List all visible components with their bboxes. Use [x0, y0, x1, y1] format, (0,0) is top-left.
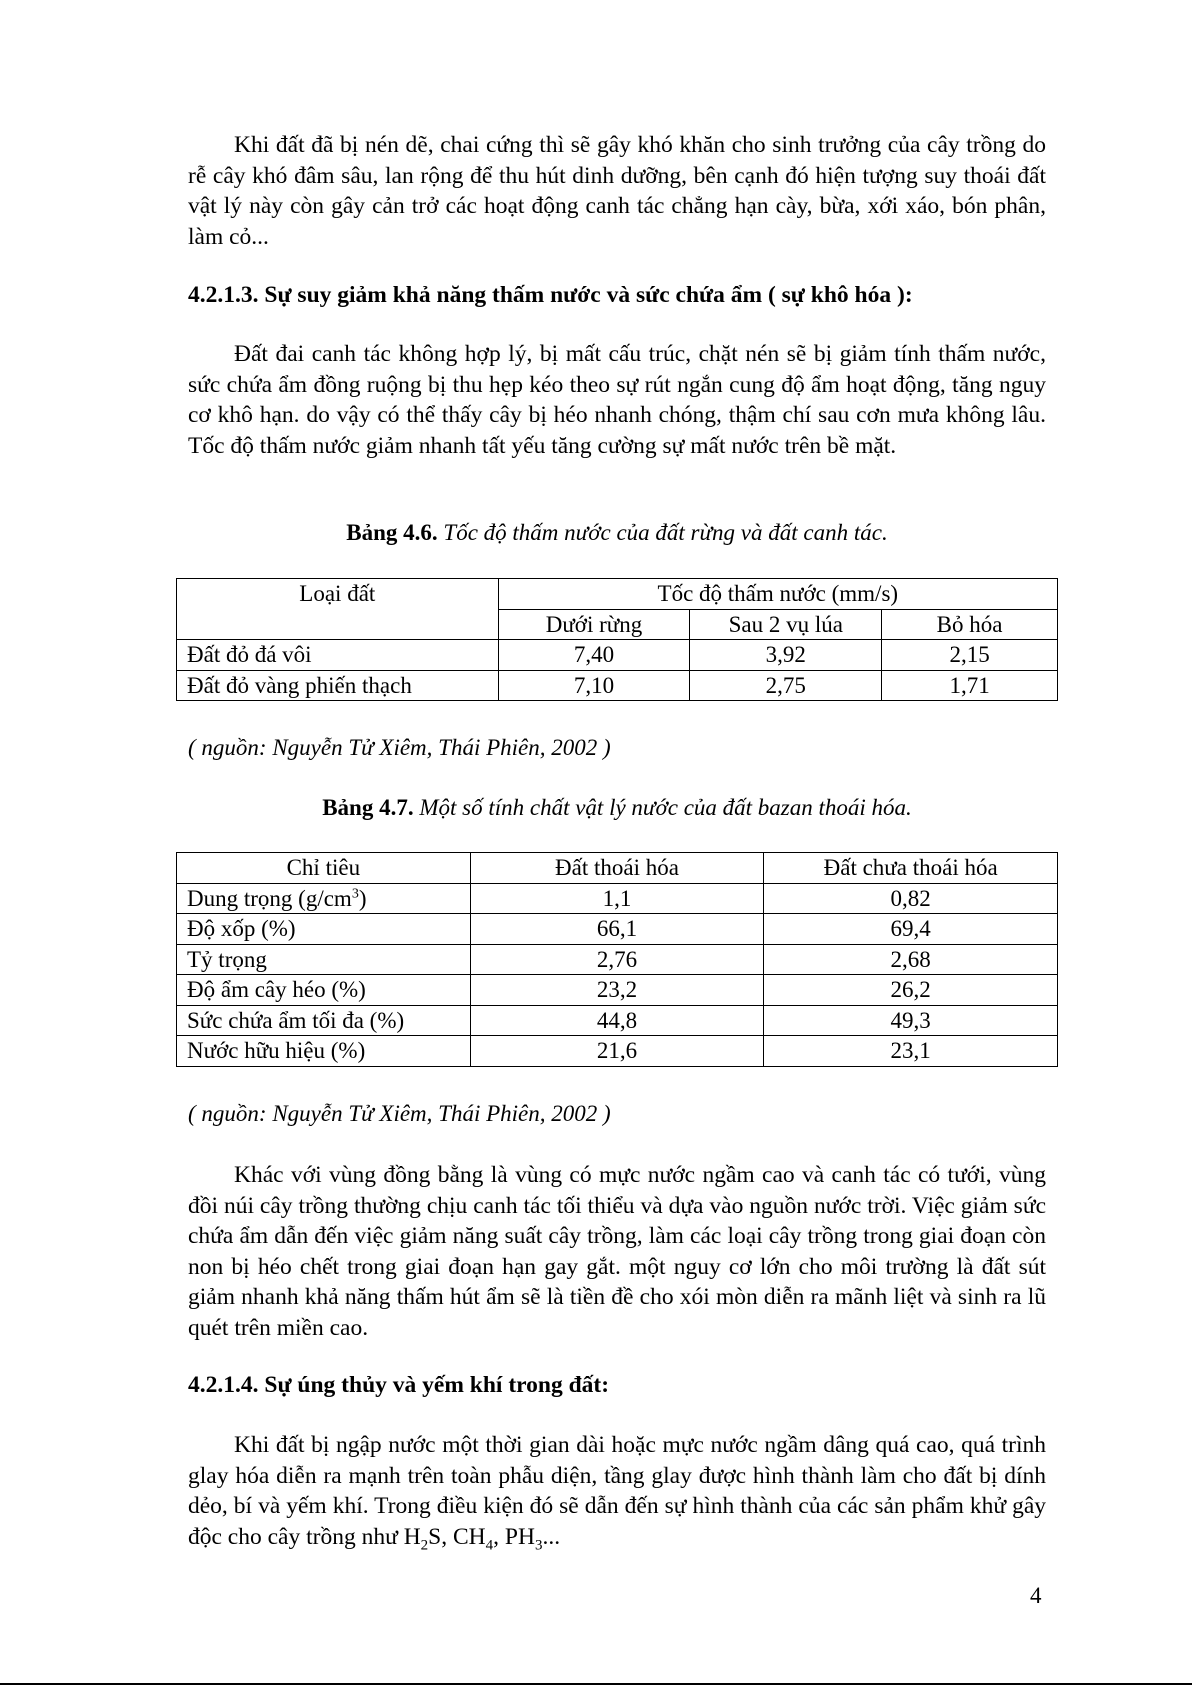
cell: 69,4 [764, 914, 1058, 945]
header: Đất thoái hóa [470, 853, 764, 884]
table-row [177, 1005, 1058, 1036]
heading-4-2-1-4: 4.2.1.4. Sự úng thủy và yếm khí trong đất: [188, 1372, 610, 1398]
formula-text: , PH [493, 1523, 535, 1550]
table-caption-4-6 [188, 518, 1046, 548]
subheader: Sau 2 vụ lúa [690, 609, 882, 640]
cell: 7,40 [498, 640, 690, 671]
table-row [177, 914, 1058, 945]
row-label-text: Dung trọng (g/cm [187, 885, 352, 911]
cell: 7,10 [498, 670, 690, 701]
row-label: Sức chứa ẩm tối đa (%) [177, 1005, 471, 1036]
formula-text: ... [542, 1523, 561, 1550]
row-label: Độ ẩm cây héo (%) [177, 975, 471, 1006]
paragraph-3: Khác với vùng đồng bằng là vùng có mực nước ngầm cao và canh tác có tưới, vùng đồi núi cây trồng thường chịu canh tác tối thiểu và dựa vào nguồn nước trời. Việc giảm sức chứa ẩm dẫn đến việc giảm năng suất cây trồng, làm các loại cây trồng trong giai đoạn còn non bị héo chết trong giai đoạn hạn gay gắt. một nguy cơ lớn cho môi trường là đất sút giảm nhanh khả năng thấm hút ẩm sẽ là tiền đề cho xói mòn diễn ra mãnh liệt và sinh ra lũ quét trên miền cao. [188, 1162, 1046, 1341]
header-loai-dat: Loại đất [177, 579, 499, 640]
table-row [177, 640, 1058, 671]
header: Đất chưa thoái hóa [764, 853, 1058, 884]
caption-label: Bảng 4.7. [322, 795, 414, 820]
table-caption-4-7 [188, 793, 1046, 823]
cell: 0,82 [764, 883, 1058, 914]
row-label: Tỷ trọng [177, 944, 471, 975]
caption-label: Bảng 4.6. [346, 520, 438, 545]
cell: 23,1 [764, 1036, 1058, 1067]
superscript: 3 [351, 885, 359, 901]
table-header-row [177, 853, 1058, 884]
cell: 3,92 [690, 640, 882, 671]
subscript: 3 [534, 1537, 543, 1554]
row-label: Nước hữu hiệu (%) [177, 1036, 471, 1067]
subheader: Dưới rừng [498, 609, 690, 640]
subheader: Bỏ hóa [882, 609, 1058, 640]
table-row [177, 944, 1058, 975]
heading-4-2-1-3: 4.2.1.3. Sự suy giảm khả năng thấm nước và sức chứa ẩm ( sự khô hóa ): [188, 282, 913, 308]
table-4-7-source: ( nguồn: Nguyễn Tử Xiêm, Thái Phiên, 2002 ) [188, 1101, 611, 1126]
paragraph-4-text: Khi đất bị ngập nước một thời gian dài hoặc mực nước ngầm dâng quá cao, quá trình glay hóa diễn ra mạnh trên toàn phẫu diện, tầng glay được hình thành làm cho đất bị dính dẻo, bí và yếm khí. Trong điều kiện đó sẽ dẫn đến sự hình thành của các sản phẩm khử gây độc cho cây trồng như H [188, 1432, 1046, 1550]
caption-text: Một số tính chất vật lý nước của đất bazan thoái hóa. [419, 795, 912, 820]
table-row [177, 670, 1058, 701]
table-row [177, 883, 1058, 914]
cell: 1,71 [882, 670, 1058, 701]
table-4-6-source: ( nguồn: Nguyễn Tử Xiêm, Thái Phiên, 2002 ) [188, 735, 611, 760]
header-toc-do: Tốc độ thấm nước (mm/s) [498, 579, 1057, 610]
paragraph-4 [188, 1430, 1046, 1552]
cell: 44,8 [470, 1005, 764, 1036]
row-label [177, 883, 471, 914]
cell: 2,75 [690, 670, 882, 701]
cell: 21,6 [470, 1036, 764, 1067]
paragraph-1: Khi đất đã bị nén dẽ, chai cứng thì sẽ gây khó khăn cho sinh trưởng của cây trồng do rễ cây khó đâm sâu, lan rộng để thu hút dinh dưỡng, bên cạnh đó hiện tượng suy thoái đất vật lý này còn gây cản trở các hoạt động canh tác chẳng hạn cày, bừa, xới xáo, bón phân, làm cỏ... [188, 132, 1046, 250]
cell: 49,3 [764, 1005, 1058, 1036]
table-4-6 [176, 578, 1058, 701]
cell: 2,15 [882, 640, 1058, 671]
table-4-7 [176, 852, 1058, 1067]
page-number: 4 [1030, 1583, 1042, 1608]
row-label-close: ) [358, 885, 367, 911]
cell: 2,76 [470, 944, 764, 975]
row-label: Đất đỏ đá vôi [177, 640, 499, 671]
subscript: 2 [420, 1537, 429, 1554]
caption-text: Tốc độ thấm nước của đất rừng và đất canh tác. [443, 520, 888, 545]
cell: 23,2 [470, 975, 764, 1006]
cell: 2,68 [764, 944, 1058, 975]
cell: 66,1 [470, 914, 764, 945]
formula-text: S, CH [428, 1523, 486, 1550]
table-row [177, 975, 1058, 1006]
subscript: 4 [485, 1537, 494, 1554]
row-label: Đất đỏ vàng phiến thạch [177, 670, 499, 701]
table-row [177, 1036, 1058, 1067]
cell: 1,1 [470, 883, 764, 914]
paragraph-2: Đất đai canh tác không hợp lý, bị mất cấu trúc, chặt nén sẽ bị giảm tính thấm nước, sức chứa ẩm đồng ruộng bị thu hẹp kéo theo sự rút ngắn cung độ ẩm hoạt động, tăng nguy cơ khô hạn. do vậy có thể thấy cây bị héo nhanh chóng, thậm chí sau cơn mưa không lâu. Tốc độ thấm nước giảm nhanh tất yếu tăng cường sự mất nước trên bề mặt. [188, 341, 1046, 459]
row-label: Độ xốp (%) [177, 914, 471, 945]
header: Chỉ tiêu [177, 853, 471, 884]
cell: 26,2 [764, 975, 1058, 1006]
